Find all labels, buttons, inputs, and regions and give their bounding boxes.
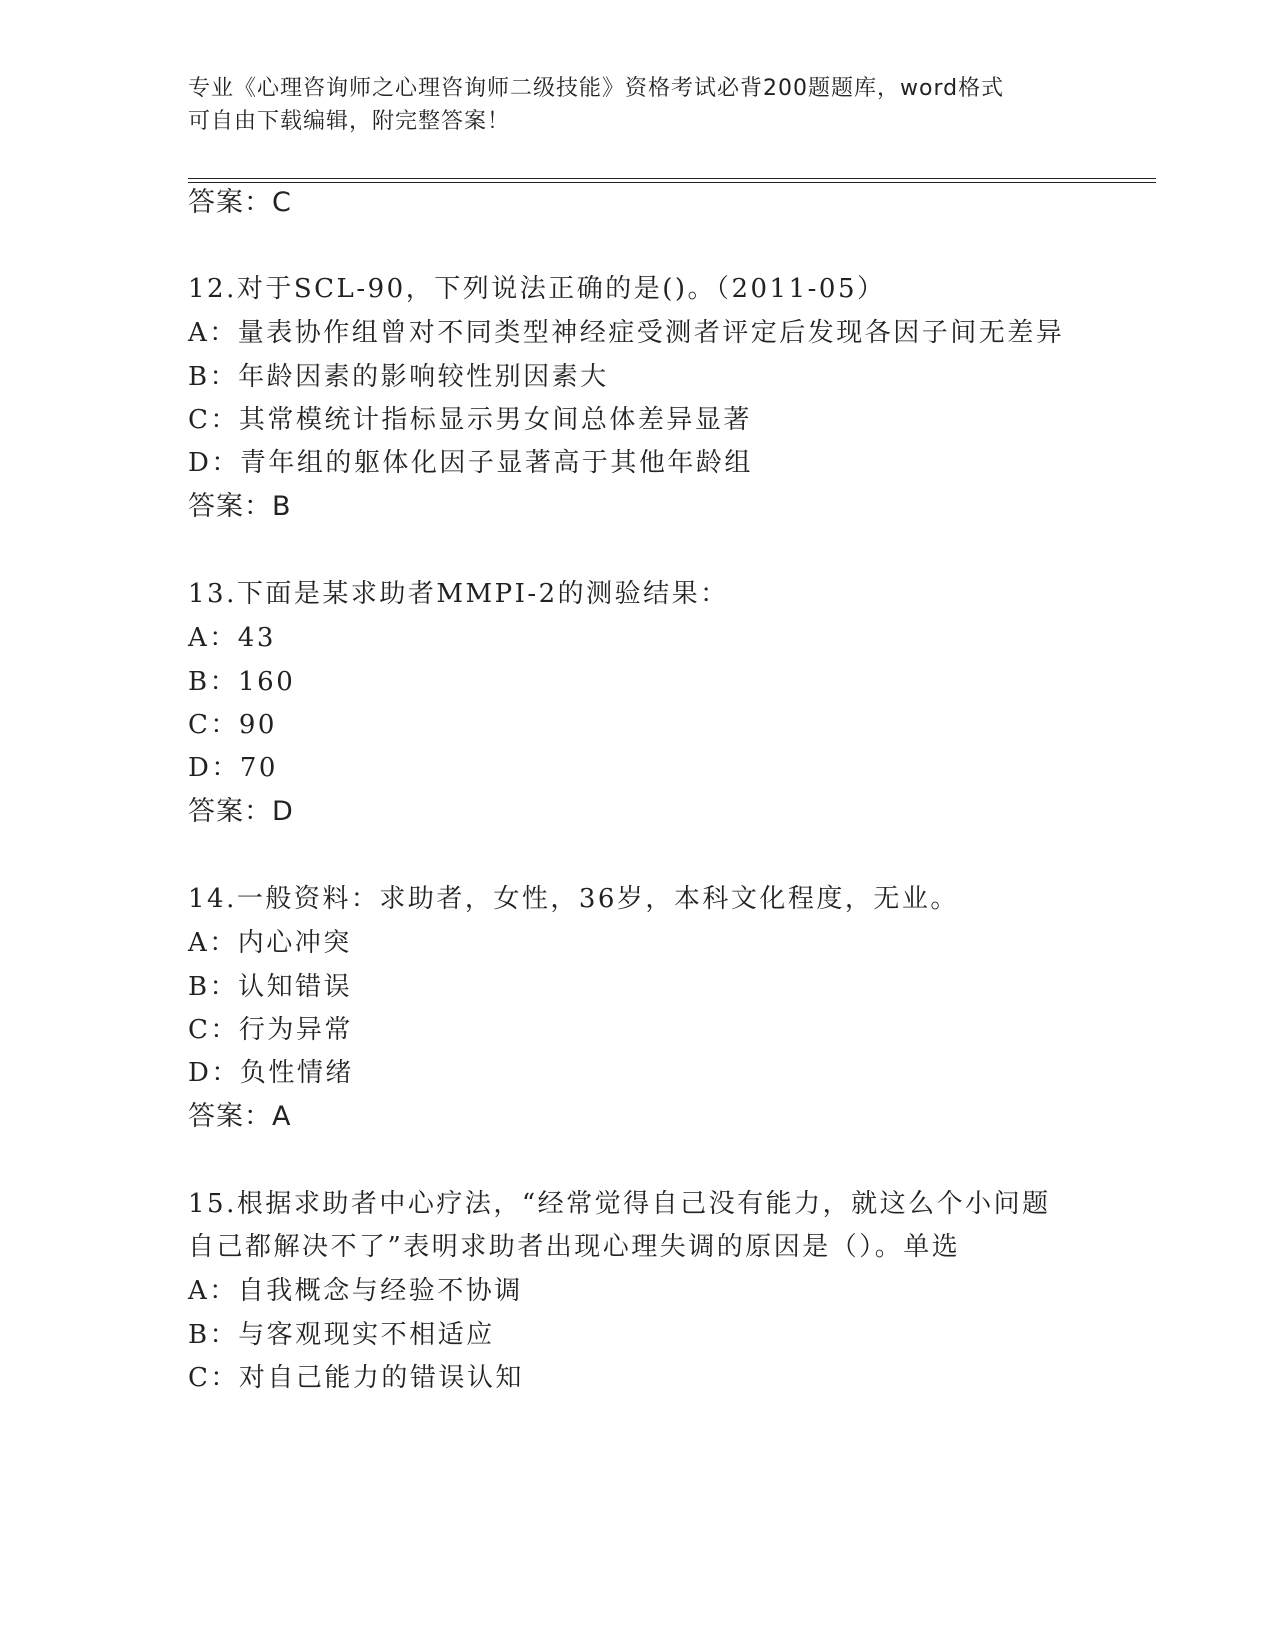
question-13-option-b: B：160 — [188, 667, 296, 697]
previous-answer: 答案：C — [188, 187, 292, 218]
question-13-option-c: C：90 — [188, 710, 277, 740]
question-14-option-a: A：内心冲突 — [188, 928, 352, 958]
header-rule-top — [188, 178, 1156, 179]
question-15-option-a: A：自我概念与经验不协调 — [188, 1276, 523, 1306]
question-15-stem-line-2: 自己都解决不了”表明求助者出现心理失调的原因是（）。单选 — [188, 1232, 961, 1262]
question-14-option-b: B：认知错误 — [188, 972, 353, 1002]
question-12-option-d: D：青年组的躯体化因子显著高于其他年龄组 — [188, 448, 753, 478]
question-12-answer: 答案：B — [188, 491, 292, 522]
question-14-answer: 答案：A — [188, 1101, 292, 1132]
question-12-option-c: C：其常模统计指标显示男女间总体差异显著 — [188, 405, 752, 435]
header-rule-bottom — [188, 182, 1156, 183]
document-header — [188, 72, 1068, 138]
question-15-option-c: C：对自己能力的错误认知 — [188, 1363, 524, 1393]
question-12-option-a: A：量表协作组曾对不同类型神经症受测者评定后发现各因子间无差异 — [188, 318, 1065, 348]
question-13-answer: 答案：D — [188, 796, 294, 827]
header-line-2: 可自由下载编辑，附完整答案！ — [188, 109, 511, 134]
question-13-option-d: D：70 — [188, 753, 278, 783]
question-14-option-c: C：行为异常 — [188, 1015, 353, 1045]
question-12-stem: 12.对于SCL-90，下列说法正确的是()。（2011-05） — [188, 274, 886, 304]
question-12-option-b: B：年龄因素的影响较性别因素大 — [188, 362, 609, 392]
header-line-1: 专业《心理咨询师之心理咨询师二级技能》资格考试必背200题题库，word格式 — [188, 76, 1005, 101]
question-14-stem: 14.一般资料：求助者，女性，36岁，本科文化程度，无业。 — [188, 884, 959, 914]
question-15-option-b: B：与客观现实不相适应 — [188, 1320, 495, 1350]
question-13-option-a: A：43 — [188, 623, 276, 653]
question-15-stem-line-1: 15.根据求助者中心疗法，“经常觉得自己没有能力，就这么个小问题 — [188, 1189, 1051, 1219]
question-13-stem: 13.下面是某求助者MMPI-2的测验结果： — [188, 579, 729, 609]
question-14-option-d: D：负性情绪 — [188, 1058, 354, 1088]
